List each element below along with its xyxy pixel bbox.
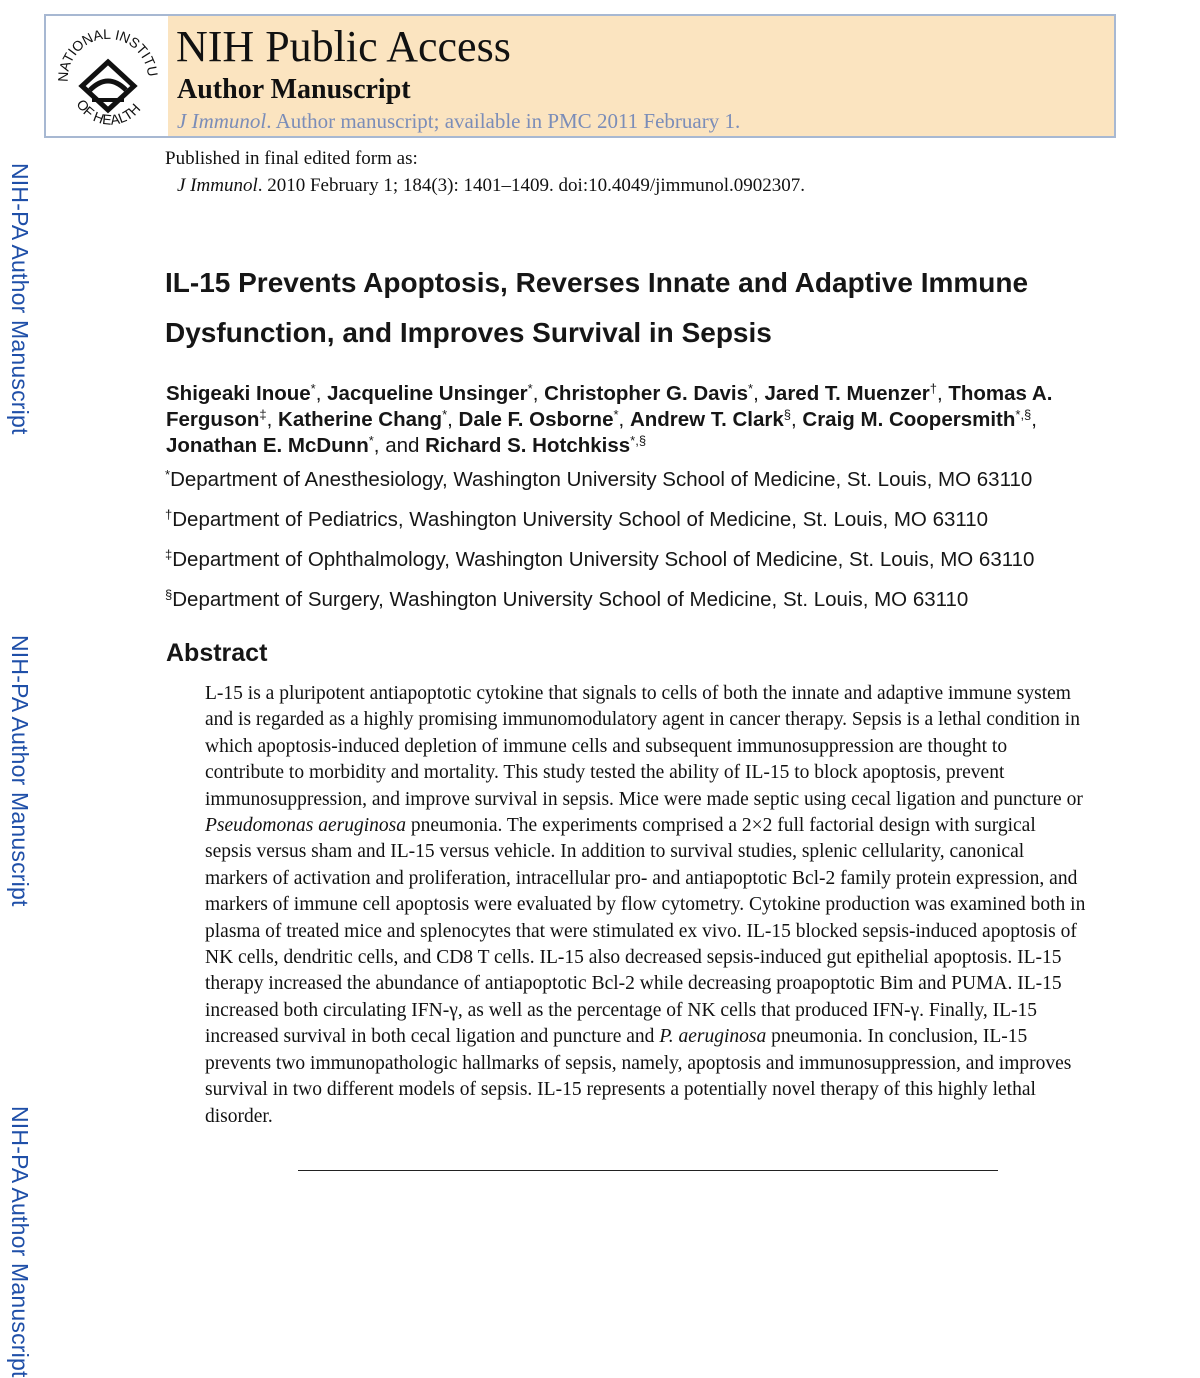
author-mark: *	[310, 381, 316, 396]
author-name: Craig M. Coopersmith	[802, 408, 1016, 431]
nih-public-access-title: NIH Public Access	[176, 22, 511, 71]
author-sep: ,	[1031, 408, 1037, 431]
author-name: Jonathan E. McDunn	[166, 434, 369, 457]
affiliation-text: Department of Pediatrics, Washington University School of Medicine, St. Louis, MO 63110	[172, 508, 989, 531]
affiliation-mark: *	[165, 467, 171, 482]
author-mark: †	[929, 381, 937, 396]
author-name: Andrew T. Clark	[629, 408, 784, 431]
author-name: Richard S. Hotchkiss	[425, 434, 631, 457]
author-sep: ,	[266, 408, 279, 431]
affiliation-mark: †	[165, 507, 173, 522]
author-sep: ,	[790, 408, 803, 431]
published-label: Published in final edited form as:	[165, 148, 418, 169]
availability-line	[177, 108, 740, 134]
author-name: Katherine Chang	[278, 408, 443, 431]
affiliation	[165, 547, 1145, 573]
author-name: Dale F. Osborne	[458, 408, 614, 431]
abstract-text: pneumonia. In conclusion, IL-15 prevents two immunopathologic hallmarks of sepsis, namely, apoptosis and immunosuppression, and improves survival in two different models of sepsis. IL-15 represents a potentially novel therapy of this highly lethal disorder.	[205, 1026, 1072, 1127]
author-sep: ,	[753, 382, 765, 405]
citation-journal: J Immunol	[177, 175, 258, 196]
affiliation	[165, 467, 1145, 493]
side-label-text: NIH-PA Author Manuscript	[7, 163, 33, 435]
author-mark: *,§	[630, 433, 647, 448]
author-mark: *	[527, 381, 533, 396]
author-manuscript-subtitle: Author Manuscript	[177, 74, 411, 105]
abstract-italic: Pseudomonas aeruginosa	[205, 815, 406, 837]
nih-logo	[46, 16, 168, 136]
article-title-line: Dysfunction, and Improves Survival in Sepsis	[165, 317, 772, 348]
affiliation-mark: ‡	[165, 547, 173, 562]
published-info	[165, 145, 805, 199]
author-sep: ,	[447, 408, 459, 431]
affiliation	[165, 507, 1145, 533]
affiliation-text: Department of Ophthalmology, Washington University School of Medicine, St. Louis, MO 63110	[172, 548, 1035, 571]
affiliation-text: Department of Anesthesiology, Washington University School of Medicine, St. Louis, MO 63110	[170, 468, 1033, 491]
affiliation-text: Department of Surgery, Washington University School of Medicine, St. Louis, MO 63110	[172, 588, 969, 611]
author-mark: *	[442, 407, 448, 422]
logo-text-top: NATIONAL INSTITU	[54, 25, 162, 83]
article-title-line: IL-15 Prevents Apoptosis, Reverses Innate and Adaptive Immune	[165, 267, 1029, 298]
nih-header	[44, 14, 1116, 138]
abstract-heading: Abstract	[166, 639, 268, 667]
availability-text: . Author manuscript; available in PMC 2011 February 1.	[266, 109, 741, 133]
journal-name: J Immunol	[177, 109, 267, 133]
nih-logo-icon	[46, 16, 168, 136]
abstract-italic: P. aeruginosa	[659, 1026, 767, 1048]
author-sep: , and	[373, 434, 426, 457]
author-mark: *,§	[1015, 407, 1032, 422]
author-mark: *	[613, 407, 619, 422]
author-name: Christopher G. Davis	[544, 382, 749, 405]
footnote-divider	[298, 1170, 998, 1171]
abstract-body	[205, 681, 1087, 1130]
author-mark: §	[783, 407, 791, 422]
logo-text-bottom: OF HEALTH	[73, 96, 144, 128]
affiliation-mark: §	[165, 587, 173, 602]
author-mark: *	[748, 381, 754, 396]
author-sep: ,	[618, 408, 630, 431]
side-label-text: NIH-PA Author Manuscript	[7, 635, 33, 907]
author-mark: *	[368, 433, 374, 448]
author-sep: ,	[936, 382, 949, 405]
author-name: Thomas A. Ferguson	[166, 382, 1053, 431]
side-label-text: NIH-PA Author Manuscript	[7, 1106, 33, 1378]
author-sep: ,	[532, 382, 545, 405]
author-name: Jacqueline Unsinger	[327, 382, 528, 405]
author-name: Shigeaki Inoue	[166, 382, 311, 405]
citation	[165, 172, 805, 199]
article-title	[165, 258, 1155, 358]
abstract-text: L-15 is a pluripotent antiapoptotic cytokine that signals to cells of both the innate and adaptive immune system and is regarded as a highly promising immunomodulatory agent in cancer therapy. Sepsis is a lethal condition in which apoptosis-induced depletion of immune cells and subsequent immunosuppression are thought to contribute to morbidity and mortality. This study tested the ability of IL-15 to block apoptosis, prevent immunosuppression, and improve survival in sepsis. Mice were made septic using cecal ligation and puncture or	[205, 683, 1083, 810]
author-list	[166, 381, 1126, 459]
affiliation	[165, 587, 1145, 613]
citation-text: . 2010 February 1; 184(3): 1401–1409. doi:10.4049/jimmunol.0902307.	[257, 175, 806, 196]
author-sep: ,	[315, 382, 328, 405]
abstract-text: pneumonia. The experiments comprised a 2×2 full factorial design with surgical sepsis versus sham and IL-15 versus vehicle. In addition to survival studies, splenic cellularity, canonical markers of activation and proliferation, intracellular pro- and antiapoptotic Bcl-2 family protein expression, and markers of immune cell apoptosis were evaluated by flow cytometry. Cytokine production was examined both in plasma of treated mice and splenocytes that were stimulated ex vivo. IL-15 blocked sepsis-induced apoptosis of NK cells, dendritic cells, and CD8 T cells. IL-15 also decreased sepsis-induced gut epithelial apoptosis. IL-15 therapy increased the abundance of antiapoptotic Bcl-2 while decreasing proapoptotic Bim and PUMA. IL-15 increased both circulating IFN-γ, as well as the percentage of NK cells that produced IFN-γ. Finally, IL-15 increased survival in both cecal ligation and puncture and	[205, 815, 1086, 1048]
author-mark: ‡	[259, 407, 267, 422]
author-name: Jared T. Muenzer	[764, 382, 930, 405]
